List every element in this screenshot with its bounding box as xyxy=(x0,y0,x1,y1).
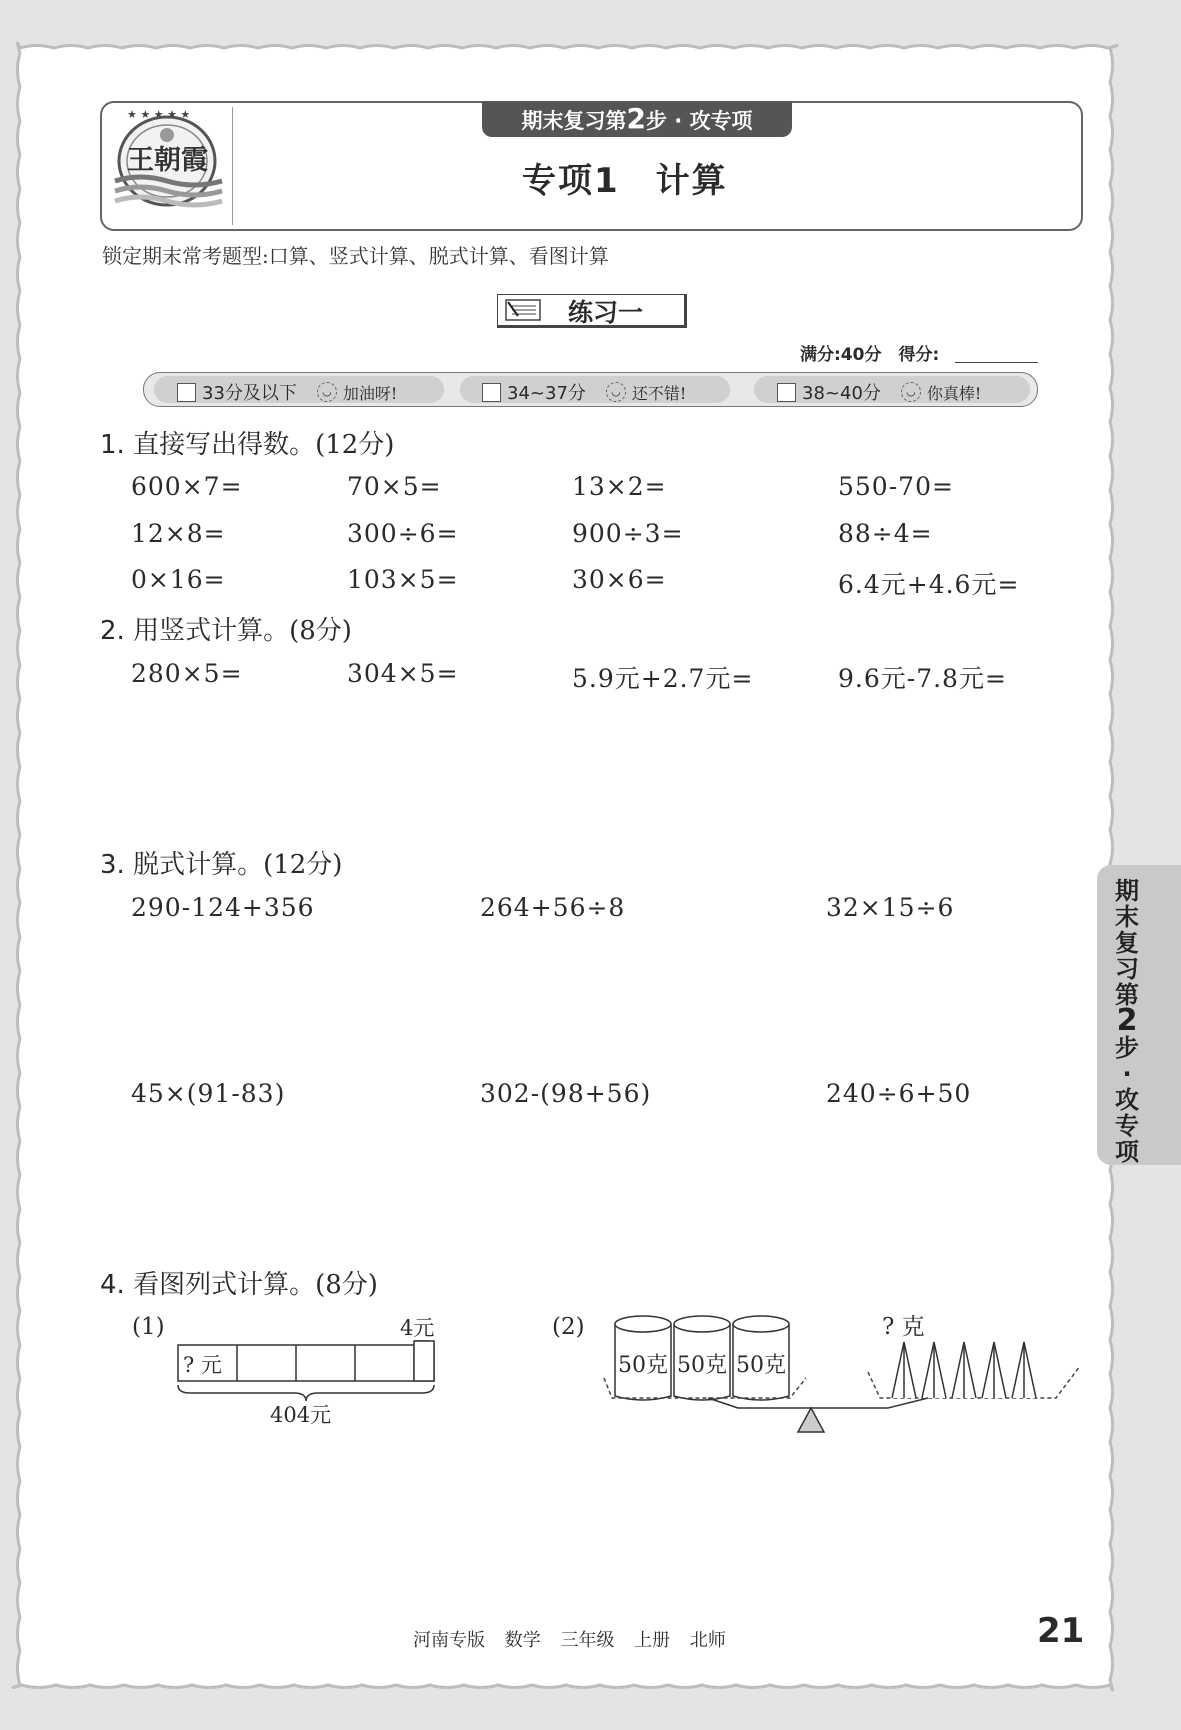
q2-item: 9.6元-7.8元= xyxy=(838,664,1007,693)
subtitle: 锁定期末常考题型:口算、竖式计算、脱式计算、看图计算 xyxy=(102,244,609,268)
question-2-number: 2. xyxy=(100,616,125,646)
score-blank[interactable] xyxy=(955,362,1038,363)
q3-item: 290-124+356 xyxy=(131,893,315,922)
q3-item: 264+56÷8 xyxy=(480,893,626,922)
scale-fulcrum xyxy=(798,1408,824,1432)
unknown-amount-label: ? 元 xyxy=(183,1353,222,1377)
rating-item-high xyxy=(777,379,981,405)
q3-item: 302-(98+56) xyxy=(480,1079,652,1108)
rating-cheer-low: 加油呀! xyxy=(342,383,398,403)
q1-item: 12×8= xyxy=(131,519,226,548)
rating-bar xyxy=(143,372,1038,407)
q3-item: 45×(91-83) xyxy=(131,1079,286,1108)
part-1-label: (1) xyxy=(132,1314,165,1340)
smile-icon: ◡ xyxy=(606,382,626,402)
extra-segment xyxy=(414,1341,434,1381)
extra-amount-label: 4元 xyxy=(400,1316,435,1340)
q2-item: 280×5= xyxy=(131,659,243,688)
question-4-title xyxy=(100,1264,378,1301)
weight-cylinder xyxy=(674,1316,730,1400)
step-tab-suffix: 步 · 攻专项 xyxy=(645,109,753,133)
total-amount-label: 404元 xyxy=(270,1403,332,1427)
q3-item: 32×15÷6 xyxy=(826,893,955,922)
page-title: 专项1 计算 xyxy=(522,161,728,201)
question-1-title xyxy=(100,424,394,461)
rating-item-low xyxy=(177,379,397,405)
header-box xyxy=(100,101,1083,231)
part-2-label: (2) xyxy=(552,1314,585,1340)
q2-item: 5.9元+2.7元= xyxy=(572,664,754,693)
rating-range-mid: 34~37分 xyxy=(507,383,586,404)
weight-cylinder xyxy=(615,1316,671,1400)
question-2-title xyxy=(100,610,352,647)
step-tab xyxy=(482,101,792,137)
page-number: 21 xyxy=(1037,1611,1085,1651)
q1-item: 900÷3= xyxy=(572,519,684,548)
balance-scale-diagram xyxy=(548,1300,1088,1440)
rating-checkbox-high[interactable] xyxy=(777,383,796,402)
question-3-text: 脱式计算。(12分) xyxy=(133,850,343,880)
bar-diagram xyxy=(120,1305,460,1429)
score-label: 满分:40分 得分: xyxy=(800,345,940,365)
q3-item: 240÷6+50 xyxy=(826,1079,972,1108)
weight-cylinder xyxy=(733,1316,789,1400)
q1-item: 0×16= xyxy=(131,565,226,594)
step-tab-number: 2 xyxy=(626,102,646,135)
side-tab-prefix: 期末复习第 xyxy=(1115,877,1139,1009)
weight-label: 50克 xyxy=(618,1353,668,1378)
smile-icon: ◡ xyxy=(317,382,337,402)
question-4-number: 4. xyxy=(100,1270,125,1300)
logo-text: 王朝霞 xyxy=(127,145,208,176)
exercise-title: 练习一 xyxy=(568,298,644,327)
side-tab-suffix: 步·攻专项 xyxy=(1115,1034,1139,1166)
exercise-title-box xyxy=(497,294,687,328)
q1-item: 600×7= xyxy=(131,472,243,501)
notebook-icon xyxy=(504,298,544,322)
rating-checkbox-mid[interactable] xyxy=(482,383,501,402)
logo xyxy=(110,109,228,217)
q2-item: 304×5= xyxy=(347,659,459,688)
rating-range-low: 33分及以下 xyxy=(202,383,297,404)
question-1-text: 直接写出得数。(12分) xyxy=(133,430,395,460)
q1-item: 30×6= xyxy=(572,565,667,594)
question-1-number: 1. xyxy=(100,430,125,460)
q1-item: 13×2= xyxy=(572,472,667,501)
cone-weights xyxy=(892,1342,1036,1398)
header-divider xyxy=(232,107,233,225)
q1-item: 550-70= xyxy=(838,472,954,501)
weight-label: 50克 xyxy=(736,1353,786,1378)
question-4-text: 看图列式计算。(8分) xyxy=(133,1270,378,1300)
question-3-number: 3. xyxy=(100,850,125,880)
footer-info: 河南专版 数学 三年级 上册 北师 xyxy=(413,1630,726,1651)
total-brace xyxy=(178,1385,434,1401)
q1-item: 88÷4= xyxy=(838,519,933,548)
step-tab-prefix: 期末复习第 xyxy=(521,109,627,133)
rating-cheer-mid: 还不错! xyxy=(631,383,687,403)
q1-item: 70×5= xyxy=(347,472,442,501)
q1-item: 103×5= xyxy=(347,565,459,594)
question-2-text: 用竖式计算。(8分) xyxy=(133,616,352,646)
rating-item-mid xyxy=(482,379,686,405)
side-tab-number: 2 xyxy=(1116,1003,1138,1038)
weight-label: 50克 xyxy=(677,1353,727,1378)
side-tab-text xyxy=(1112,878,1142,1165)
question-3-title xyxy=(100,844,342,881)
smile-icon: ◡ xyxy=(901,382,921,402)
rating-range-high: 38~40分 xyxy=(802,383,881,404)
unknown-weight-label: ? 克 xyxy=(882,1314,925,1340)
rating-checkbox-low[interactable] xyxy=(177,383,196,402)
q1-item: 300÷6= xyxy=(347,519,459,548)
rating-cheer-high: 你真棒! xyxy=(926,383,982,403)
q1-item: 6.4元+4.6元= xyxy=(838,570,1020,599)
svg-text:★ ★ ★ ★ ★: ★ ★ ★ ★ ★ xyxy=(127,109,191,121)
